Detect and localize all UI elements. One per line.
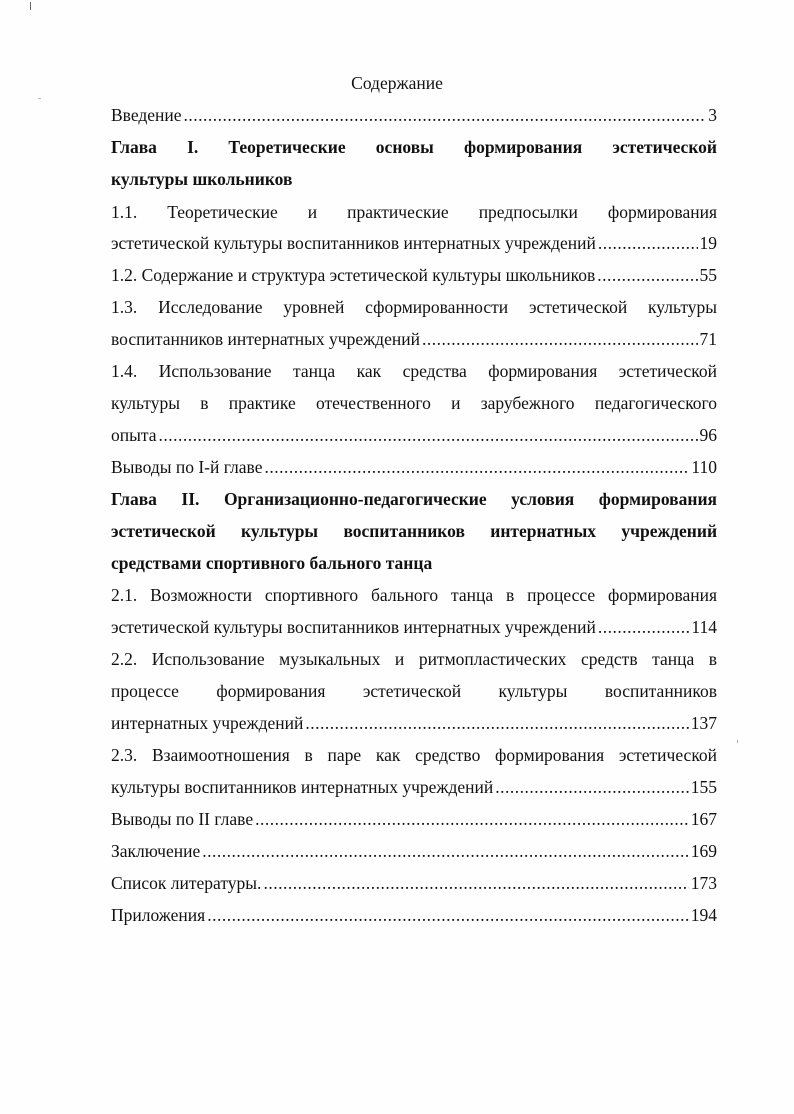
scan-speck <box>38 98 41 99</box>
toc-leader <box>207 903 689 927</box>
toc-title: Содержание <box>351 73 443 93</box>
toc-page-number: 3 <box>708 105 717 125</box>
toc-leader <box>422 327 698 351</box>
toc-entry-appendix: Приложения ..... 194 <box>111 903 717 927</box>
toc-entry-references: Список литературы. ..... 173 <box>111 871 717 895</box>
toc-entry-2-3-line-1: 2.3. Взаимоотношения в паре как средство формирования эстетической <box>111 745 718 765</box>
toc-entry-1-3-line-2: воспитанников интернатных учреждений ..... 71 <box>111 327 717 351</box>
toc-page-number: 110 <box>691 457 717 477</box>
chapter-1-heading-line-1: Глава I. Теоретические основы формирования эстетической <box>111 137 718 157</box>
toc-leader <box>263 871 688 895</box>
toc-entry-2-2-line-3: интернатных учреждений ..... 137 <box>111 711 717 735</box>
toc-entry-1-4-line-2: культуры в практике отечественного и зарубежного педагогического <box>111 393 718 413</box>
toc-leader <box>305 711 688 735</box>
toc-page-number: 167 <box>690 809 717 829</box>
toc-entry-1-3-line-1: 1.3. Исследование уровней сформированности эстетической культуры <box>111 297 717 317</box>
scan-mark <box>30 2 31 10</box>
toc-entry-1-4-line-3: опыта ..... 96 <box>111 423 717 447</box>
toc-leader <box>598 231 698 255</box>
toc-leader <box>597 263 697 287</box>
toc-leader <box>495 775 688 799</box>
chapter-1-heading-line-2: культуры школьников <box>111 169 293 189</box>
toc-page-number: 169 <box>690 841 717 861</box>
toc-entry-2-1-line-2: эстетической культуры воспитанников интернатных учреждений ..... 114 <box>111 615 717 639</box>
toc-entry-1-1-line-1: 1.1. Теоретические и практические предпосылки формирования <box>111 202 718 222</box>
toc-leader <box>264 455 689 479</box>
toc-leader <box>255 807 689 831</box>
toc-entry-2-2-line-2: процессе формирования эстетической культуры воспитанников <box>111 681 718 701</box>
toc-entry-text: Введение <box>111 105 182 125</box>
toc-page-number: 114 <box>691 617 717 637</box>
toc-page-number: 155 <box>690 777 717 797</box>
toc-entry-conclusions-2: Выводы по II главе ..... 167 <box>111 807 717 831</box>
toc-entry-1-1-line-2: эстетической культуры воспитанников интернатных учреждений ..... 19 <box>111 231 717 255</box>
chapter-2-heading-line-3: средствами спортивного бального танца <box>111 553 433 573</box>
toc-leader <box>598 615 690 639</box>
toc-page-number: 55 <box>699 265 717 285</box>
toc-leader <box>159 423 698 447</box>
toc-entry-intro <box>111 103 717 127</box>
toc-page-number: 96 <box>699 425 717 445</box>
chapter-2-heading-line-2: эстетической культуры воспитанников интернатных учреждений <box>111 521 718 541</box>
toc-page-number: 173 <box>690 873 717 893</box>
toc-entry-conclusion: Заключение ..... 169 <box>111 839 717 863</box>
chapter-2-heading-line-1: Глава II. Организационно-педагогические условия формирования <box>111 489 717 509</box>
toc-entry-1-2: 1.2. Содержание и структура эстетической культуры школьников ..... 55 <box>111 263 717 287</box>
scan-speck <box>737 740 738 743</box>
toc-page-number: 137 <box>690 713 717 733</box>
toc-entry-2-2-line-1: 2.2. Использование музыкальных и ритмопластических средств танца в <box>111 649 718 669</box>
toc-entry-1-4-line-1: 1.4. Использование танца как средства формирования эстетической <box>111 361 717 381</box>
toc-entry-2-1-line-1: 2.1. Возможности спортивного бального танца в процессе формирования <box>111 585 718 605</box>
toc-page-number: 71 <box>699 329 717 349</box>
toc-page-number: 194 <box>690 905 717 925</box>
toc-page-number: 19 <box>699 233 717 253</box>
toc-leader <box>184 103 707 127</box>
toc-leader <box>202 839 689 863</box>
toc-entry-2-3-line-2: культуры воспитанников интернатных учреждений ..... 155 <box>111 775 717 799</box>
toc-entry-conclusions-1: Выводы по I-й главе ..... 110 <box>111 455 717 479</box>
